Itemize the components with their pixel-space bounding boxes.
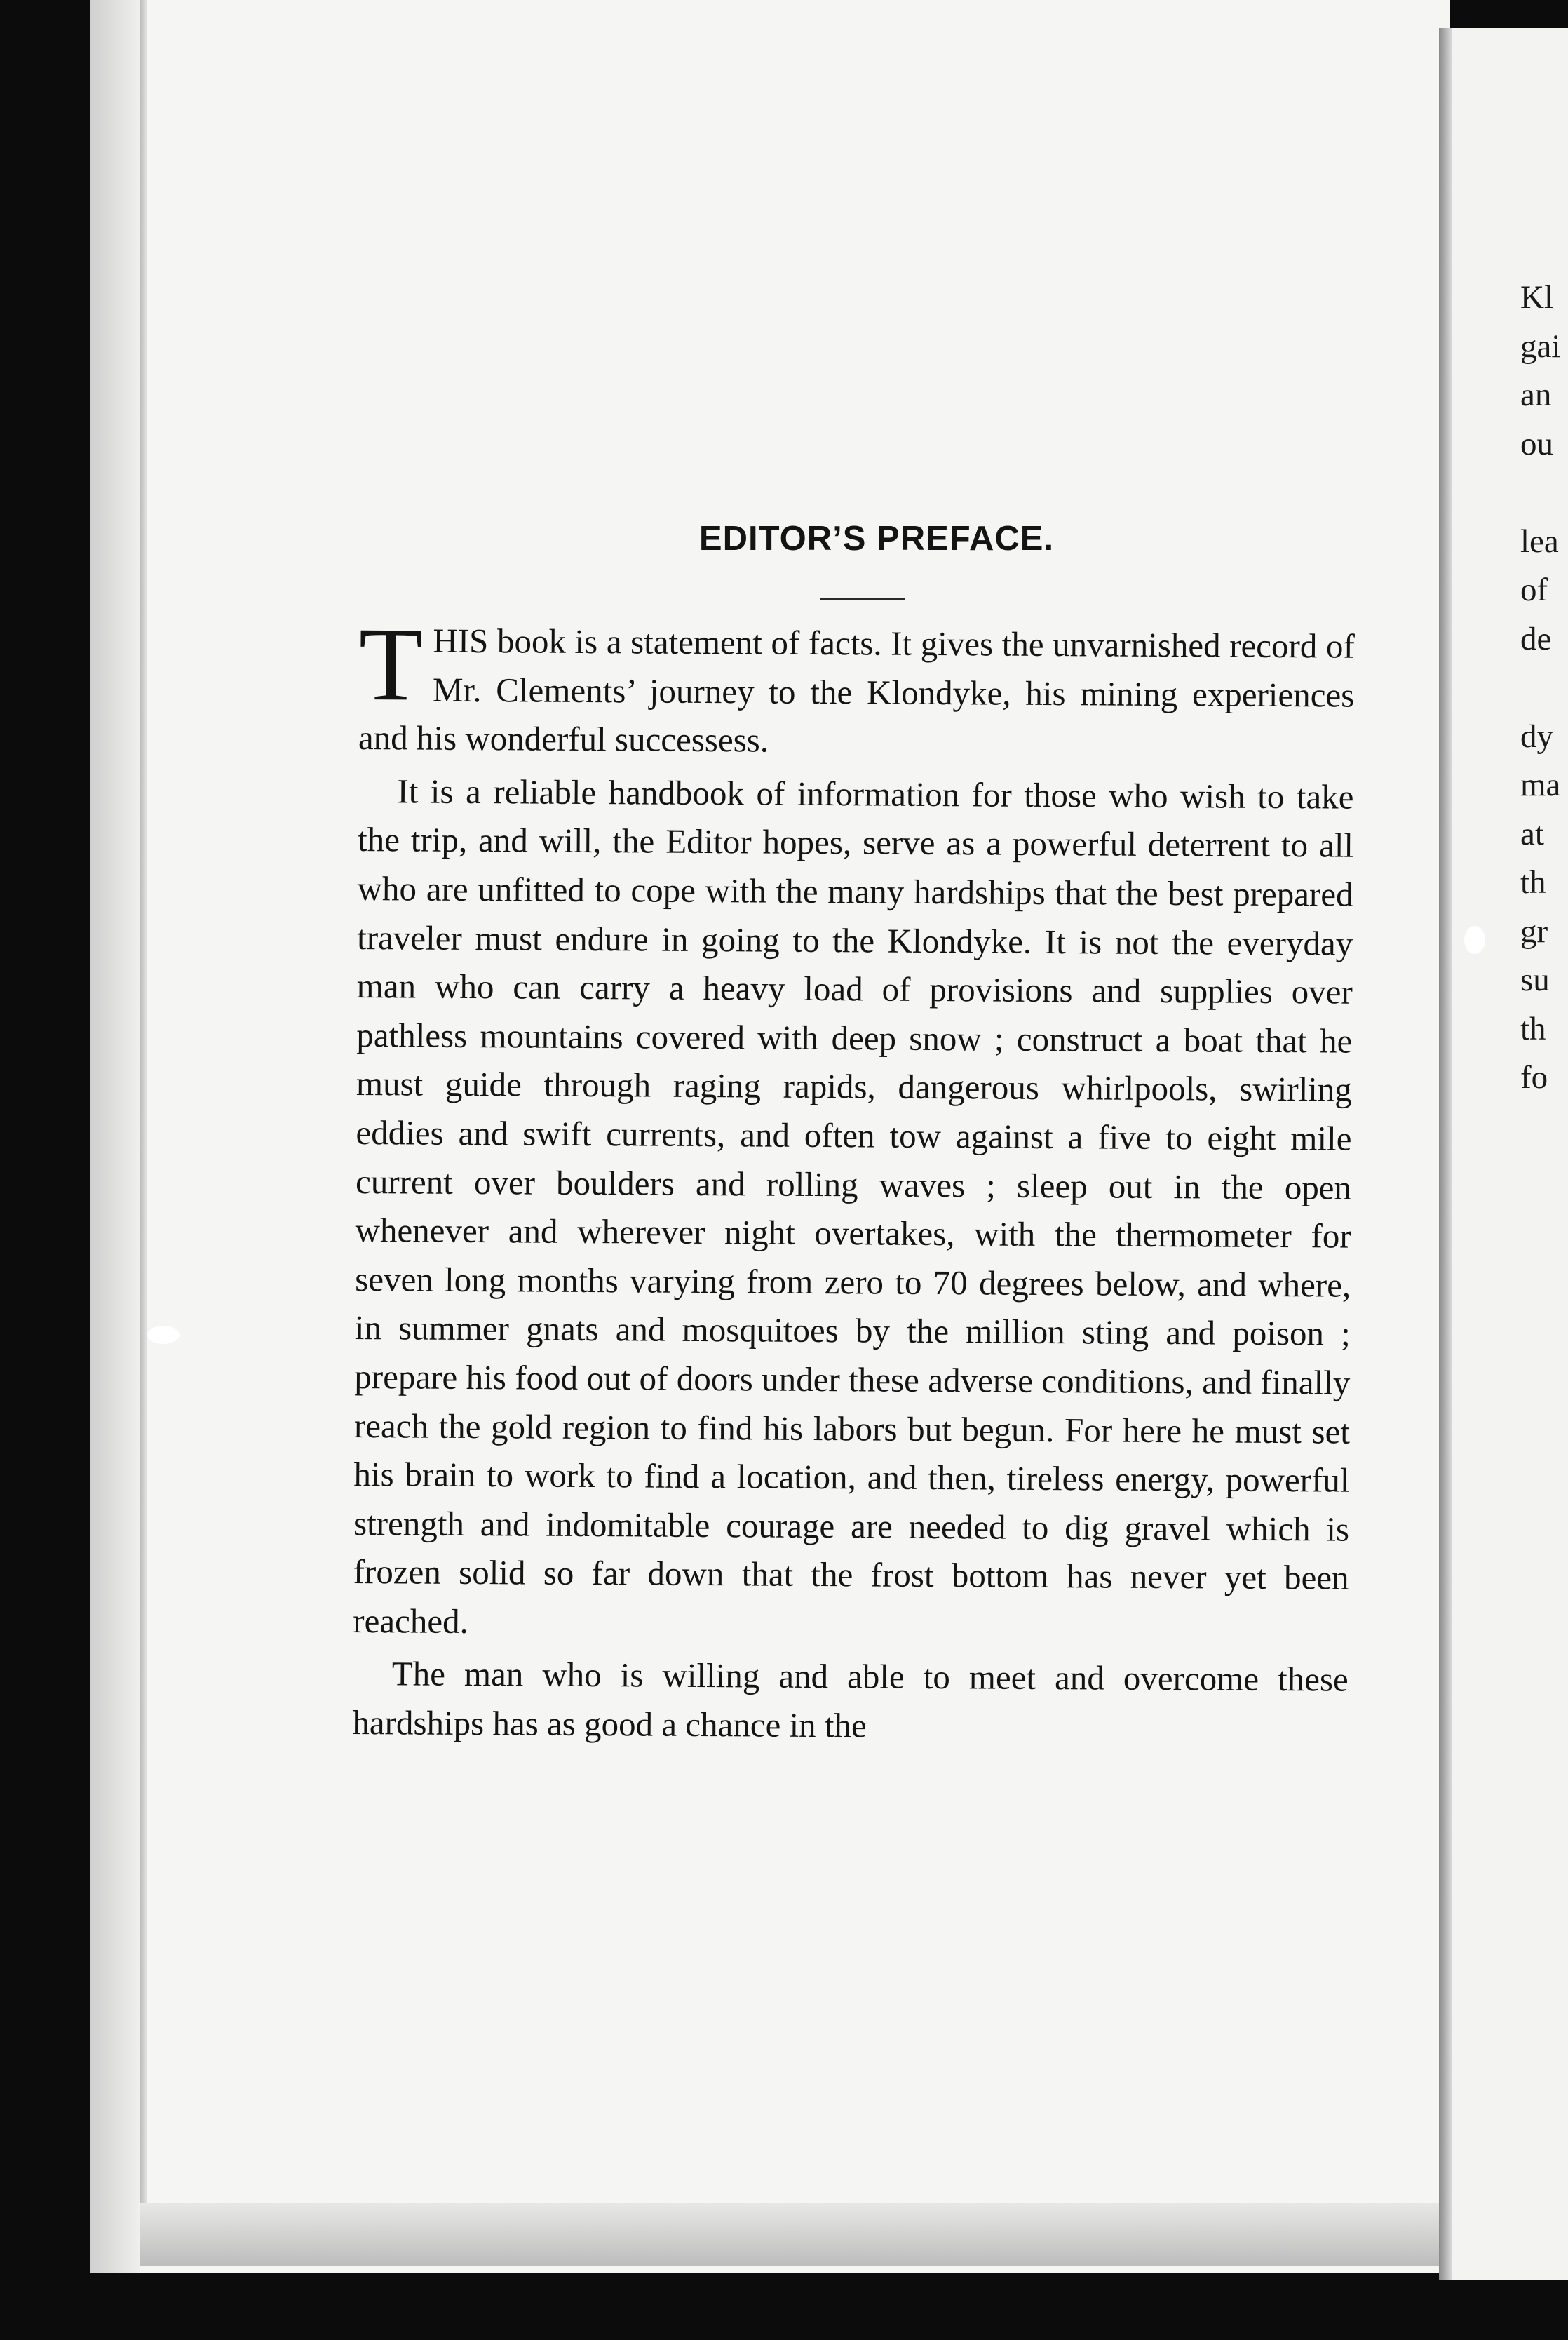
fragment-line: lea (1520, 523, 1559, 560)
paragraph-3: The man who is willing and able to meet and overcome these hardships has as good a chance in the (352, 1654, 1349, 1745)
book-gutter (1439, 28, 1452, 2280)
left-page-margin-line (140, 0, 147, 2231)
fragment-line: gr (1520, 913, 1548, 950)
fragment-line: th (1520, 1010, 1546, 1047)
page-bottom-curl (140, 2203, 1452, 2266)
fragment-line: su (1520, 962, 1550, 998)
fragment-line: Kl (1520, 279, 1553, 316)
scan-speck (147, 1326, 180, 1344)
paragraph-1 (358, 606, 1355, 768)
fragment-line: th (1520, 864, 1546, 901)
fragment-line: ou (1520, 425, 1553, 462)
fragment-line (1520, 664, 1568, 713)
page-title: EDITOR’S PREFACE. (698, 520, 1055, 558)
paragraph-1-text: HIS book is a statement of facts. It gives the unvarnished record of Mr. Clements’ journey to the Klondyke, his mining experiences and his wonderful successess. (358, 621, 1355, 760)
paragraph-2: It is a reliable handbook of information for those who wish to take the trip, and will, the Editor hopes, serve as a powerful deterrent to all who are unfitted to cope with the many hardships that the best prepared traveler must endure in going to the Klondyke. It is not the everyday man who can carry a heavy load of provisions and supplies over pathless mountains covered with deep snow ; construct a boat that he must guide through raging rapids, dangerous whirlpools, swirling eddies and swift currents, and often tow against a five to eight mile current over boulders and rolling waves ; sleep out in the open whenever and wherever night overtakes, with the thermometer for seven long months varying from zero to 70 degrees below, and where, in summer gnats and mosquitoes by the million sting and poison ; prepare his food out of doors under these adverse conditions, and finally reach the gold region to find his labors but begun. For here he must set his brain to work to find a location, and then, tireless energy, powerful strength and indomitable courage are needed to dig gravel which is frozen solid so far down that the frost bottom has never yet been reached. (353, 772, 1354, 1641)
fragment-line: gai (1520, 328, 1561, 365)
fragment-line (1520, 469, 1568, 518)
fragment-line: dy (1520, 718, 1553, 755)
fragment-line: fo (1520, 1059, 1548, 1096)
drop-cap: T (358, 606, 424, 723)
left-page-edge-shadow (90, 0, 140, 2273)
facing-page-text-fragments (1520, 274, 1568, 1103)
title-rule (820, 598, 905, 600)
fragment-line: de (1520, 620, 1552, 657)
fragment-line: an (1520, 377, 1552, 413)
preface-body (352, 606, 1355, 1753)
scan-speck (1464, 926, 1485, 954)
fragment-line: ma (1520, 767, 1561, 803)
fragment-line: at (1520, 815, 1544, 852)
fragment-line: of (1520, 572, 1548, 608)
